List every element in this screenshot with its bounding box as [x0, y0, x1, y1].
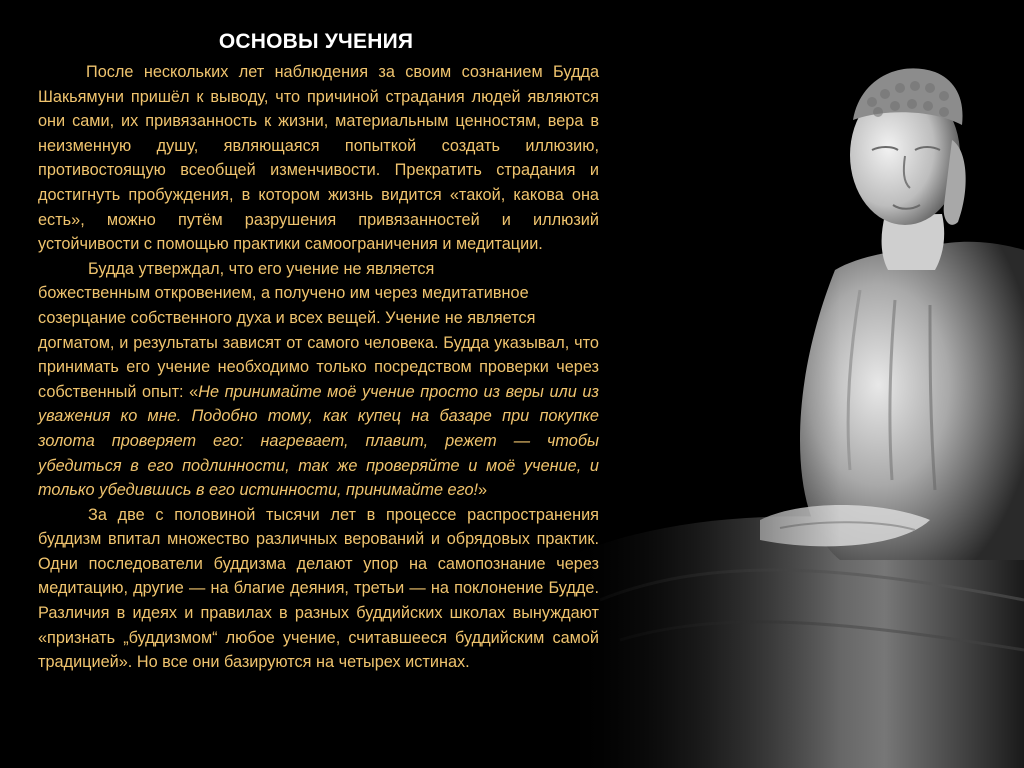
paragraph-2-line-2: божественным откровением, а получено им через медитативное: [38, 284, 529, 303]
paragraph-2-line-3: созерцание собственного духа и всех вещей. Учение не является: [38, 308, 536, 327]
paragraph-3: [38, 503, 599, 675]
paragraph-1: [38, 60, 599, 257]
page-title: ОСНОВЫ УЧЕНИЯ: [218, 30, 414, 53]
paragraph-2-rest-text: догматом, и результаты зависят от самого человека. Будда указывал, что принимать его учение необходимо только посредством проверки через собственный опыт: «: [38, 333, 599, 401]
paragraph-2-intro-text: Будда утверждал, что его учение не является: [88, 259, 435, 278]
paragraph-1-text: После нескольких лет наблюдения за своим сознанием Будда Шакьямуни пришёл к выводу, что причиной страдания людей являются они сами, их привязанность к жизни, материальным ценностям, вера в неизменную душу, являющаяся попыткой создать иллюзию, противостоящую всеобщей изменчивости. Прекратить страдания и достигнуть пробуждения, в котором жизнь видится «такой, какова она есть», можно путём разрушения привязанностей и иллюзий устойчивости с помощью практики самоограничения и медитации.: [38, 63, 599, 254]
buddha-quote: Не принимайте моё учение просто из веры или из уважения ко мне. Подобно тому, как купец на базаре при покупке золота проверяет его: нагревает, плавит, режет — чтобы убедиться в его подлинности, так же проверяйте и моё учение, и только убедившись в его истинности, принимайте его!: [38, 382, 599, 500]
quote-close: »: [478, 481, 488, 500]
paragraph-2-rest: [38, 331, 599, 503]
paragraph-2-intro: [38, 257, 599, 282]
paragraph-3-text: За две с половиной тысячи лет в процессе распространения буддизм впитал множество различных верований и обрядовых практик. Одни последователи буддизма делают упор на самопознание через медитацию, другие — на благие деяния, третьи — на поклонение Будде. Различия в идеях и правилах в разных буддийских школах вынуждают «признать „буддизмом“ любое учение, считавшееся буддийским самой традицией». Но все они базируются на четырех истинах.: [38, 505, 599, 672]
main-text: [38, 60, 599, 675]
